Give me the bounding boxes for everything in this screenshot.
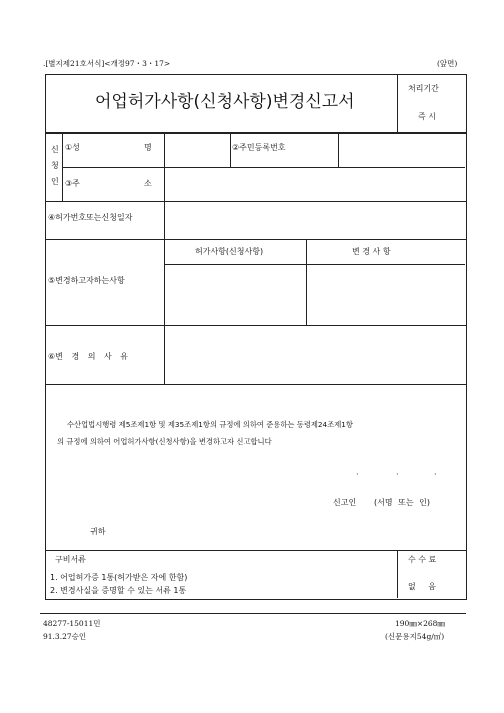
- address-field[interactable]: [165, 168, 464, 200]
- name-label: ①성: [65, 143, 80, 152]
- rrn-label: ②주민등록번호: [232, 143, 286, 152]
- date-mark-day: ·: [434, 470, 437, 479]
- name-field[interactable]: [165, 134, 229, 166]
- applicant-label-1: 신: [51, 145, 59, 154]
- signature-note: (서명 또는 인): [374, 498, 430, 507]
- approval-date: 91.3.27승인: [43, 632, 87, 641]
- changed-items-header: 변 경 사 항: [352, 247, 391, 256]
- page-side-label: (앞면): [437, 59, 458, 68]
- rrn-field[interactable]: [339, 134, 464, 166]
- fee-value: 없 음: [408, 582, 436, 591]
- change-reason-label: ⑥변 경 의 사 유: [48, 352, 128, 361]
- required-documents-title: 구비서류: [55, 555, 86, 564]
- permit-number-field[interactable]: [165, 202, 464, 239]
- addressee-label: 귀하: [90, 527, 106, 536]
- required-document-1: 1. 어업허가증 1통(허가받은 자에 한함): [50, 573, 188, 582]
- paper-type: (신문용지54g/㎡): [385, 632, 445, 641]
- applicant-label-2: 청: [51, 161, 59, 170]
- statement-line-1: 수산업법시행령 제5조제1항 및 제35조제1항의 규정에 의하여 준용하는 동령제24조제1항: [67, 420, 353, 429]
- permit-number-label: ④허가번호또는신청일자: [48, 213, 133, 222]
- paper-size: 190㎜×268㎜: [395, 619, 445, 628]
- form-code: 48277-15011민: [43, 619, 101, 628]
- form-reference: .[별지제21호서식]<개정97・3・17>: [43, 59, 171, 68]
- applicant-label-3: 인: [51, 177, 59, 186]
- date-mark-month: ·: [396, 470, 399, 479]
- change-reason-field[interactable]: [165, 326, 464, 383]
- processing-period-label: 처리기간: [408, 84, 439, 93]
- permit-items-field[interactable]: [165, 265, 305, 324]
- form-title: 어업허가사항(신청사항)변경신고서: [95, 92, 355, 112]
- statement-line-2: 의 규정에 의하여 어업허가사항(신청사항)을 변경하고자 신고합니다: [57, 437, 272, 446]
- date-mark-year: ·: [356, 470, 359, 479]
- permit-items-header: 허가사항(신청사항): [195, 247, 264, 256]
- address-label-end: 소: [144, 179, 152, 188]
- signer-label: 신고인: [333, 498, 357, 507]
- required-document-2: 2. 변경사실을 증명할 수 있는 서류 1통: [50, 586, 187, 595]
- change-item-label: ⑤변경하고자하는사항: [48, 276, 125, 285]
- name-label-end: 명: [144, 143, 152, 152]
- fee-label: 수 수 료: [408, 555, 437, 564]
- address-label: ③주: [65, 179, 80, 188]
- changed-items-field[interactable]: [307, 265, 464, 324]
- processing-period-value: 즉 시: [418, 112, 436, 121]
